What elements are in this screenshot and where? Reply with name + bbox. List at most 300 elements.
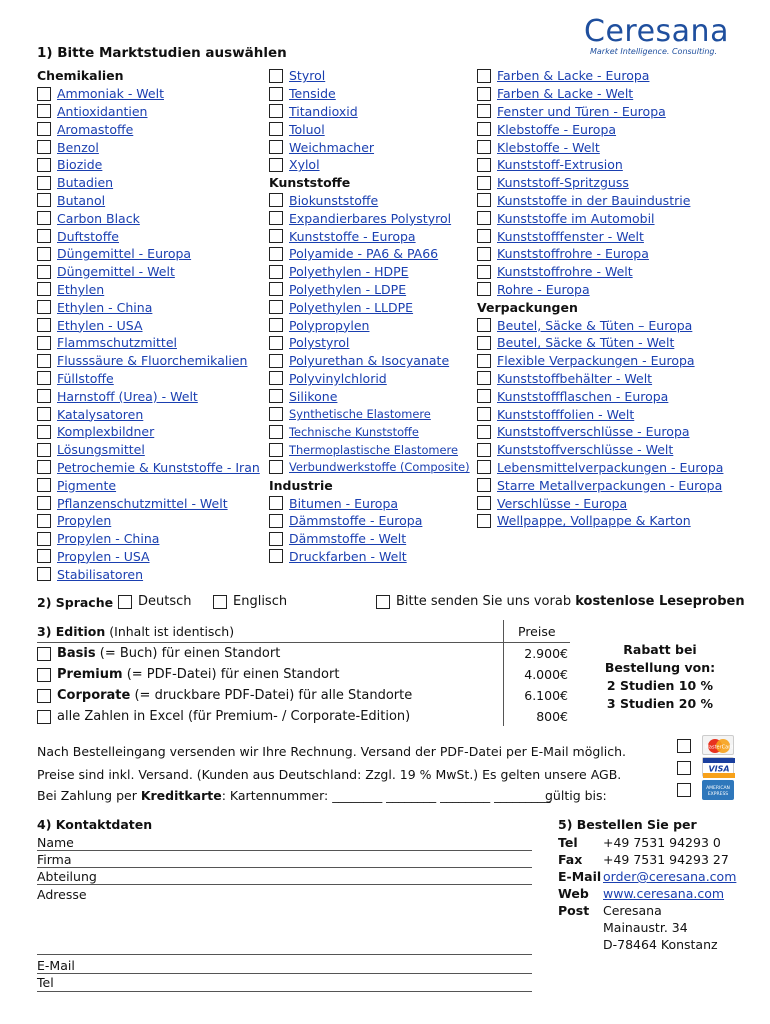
study-checkbox[interactable] [269,282,283,296]
post-label: Post [558,903,590,918]
study-link[interactable]: Kunststoffrohre - Europa [497,246,649,262]
study-checkbox[interactable] [477,176,491,190]
study-link[interactable]: Technische Kunststoffe [289,424,419,439]
study-option[interactable] [37,138,277,156]
abteilung-field[interactable] [37,884,532,885]
study-option[interactable] [477,316,737,334]
post-street: Mainaustr. 34 [603,920,688,935]
study-link[interactable]: Thermoplastische Elastomere [289,442,458,457]
study-option[interactable] [477,494,737,512]
study-link[interactable]: Polyethylen - LDPE [289,281,407,297]
study-option[interactable] [269,316,509,334]
study-link[interactable]: Flammschutzmittel [57,335,177,351]
study-option[interactable] [269,120,509,138]
study-checkbox[interactable] [269,496,283,510]
study-option[interactable] [477,423,737,441]
language-englisch[interactable]: Englisch [213,593,287,611]
study-checkbox[interactable] [37,443,51,457]
study-option[interactable] [269,512,509,530]
edition-label: Basis (= Buch) für einen Standort [57,646,281,661]
study-option[interactable] [477,476,737,494]
study-checkbox[interactable] [37,371,51,385]
study-link[interactable]: Aromastoffe [57,121,134,137]
edition-price: 800€ [536,709,568,724]
study-link[interactable]: Titandioxid [289,103,358,119]
study-link[interactable]: Antioxidantien [57,103,148,119]
study-option[interactable] [269,387,509,405]
study-link[interactable]: Ethylen - USA [57,317,143,333]
tel-value: +49 7531 94293 0 [603,835,721,850]
name-field-label: Name [37,835,74,850]
study-link[interactable]: Dämmstoffe - Europa [289,513,423,529]
edition-checkbox[interactable] [37,710,51,724]
amex-checkbox[interactable] [677,783,691,797]
study-checkbox[interactable] [269,69,283,83]
study-checkbox[interactable] [269,336,283,350]
study-option[interactable] [37,441,277,459]
study-link[interactable]: Toluol [289,121,325,137]
study-link[interactable]: Xylol [289,157,320,173]
study-checkbox[interactable] [269,407,283,421]
svg-text:EXPRESS: EXPRESS [707,792,729,797]
section3-title: 3) Edition (Inhalt ist identisch) [37,624,235,639]
study-checkbox[interactable] [37,104,51,118]
email-field-label: E-Mail [37,958,75,973]
study-link[interactable]: Carbon Black [57,210,140,226]
study-link[interactable]: Butanol [57,192,106,208]
category-heading: Kunststoffe [269,175,351,191]
study-link[interactable]: Beutel, Säcke & Tüten - Welt [497,335,675,351]
study-option[interactable] [37,476,277,494]
englisch-checkbox[interactable] [213,595,227,609]
study-checkbox[interactable] [477,122,491,136]
study-link[interactable]: Kunststoffe im Automobil [497,210,655,226]
mastercard-checkbox[interactable] [677,739,691,753]
study-option[interactable] [269,138,509,156]
edition-checkbox[interactable] [37,647,51,661]
study-checkbox[interactable] [477,69,491,83]
valid-until-label: gültig bis: [545,788,607,803]
study-checkbox[interactable] [37,122,51,136]
firma-field[interactable] [37,867,532,868]
study-link[interactable]: Polyamide - PA6 & PA66 [289,246,439,262]
study-option[interactable] [269,494,509,512]
mastercard-icon [702,735,734,755]
study-link[interactable]: Kunststoffe - Europa [289,228,416,244]
brand-logo: Ceresana [584,14,729,49]
study-option[interactable] [269,263,509,281]
study-checkbox[interactable] [477,318,491,332]
study-option[interactable] [269,192,509,210]
info-line-2: Preise sind inkl. Versand. (Kunden aus Deutschland: Zzgl. 19 % MwSt.) Es gelten unsere AGB. [37,767,622,782]
study-option[interactable] [37,281,277,299]
study-option[interactable] [37,227,277,245]
study-option[interactable] [269,209,509,227]
study-link[interactable]: Füllstoffe [57,370,114,386]
study-checkbox[interactable] [269,300,283,314]
study-option[interactable] [477,120,737,138]
study-link[interactable]: Katalysatoren [57,406,144,422]
study-option[interactable] [477,67,737,85]
study-option[interactable] [37,334,277,352]
study-checkbox[interactable] [477,496,491,510]
info-line-3: Bei Zahlung per Kreditkarte: Kartennummer: ________ ________ ________ _________ [37,788,551,803]
section5-title: 5) Bestellen Sie per [558,817,697,832]
study-checkbox[interactable] [269,389,283,403]
study-option[interactable] [269,459,509,477]
study-checkbox[interactable] [477,443,491,457]
study-option[interactable] [477,192,737,210]
web-link[interactable]: www.ceresana.com [603,886,725,901]
study-option[interactable] [477,85,737,103]
study-checkbox[interactable] [269,87,283,101]
study-checkbox[interactable] [37,265,51,279]
edition-price: 6.100€ [524,688,568,703]
study-option[interactable] [37,494,277,512]
study-checkbox[interactable] [269,549,283,563]
study-link[interactable]: Bitumen - Europa [289,495,399,511]
study-option[interactable] [477,281,737,299]
study-option[interactable] [477,103,737,121]
study-checkbox[interactable] [269,371,283,385]
study-option[interactable] [269,370,509,388]
study-checkbox[interactable] [37,425,51,439]
study-checkbox[interactable] [269,425,283,439]
study-column-1 [37,67,277,583]
study-checkbox[interactable] [269,532,283,546]
study-option[interactable] [477,405,737,423]
study-checkbox[interactable] [477,336,491,350]
study-link[interactable]: Styrol [289,68,326,84]
study-link[interactable]: Düngemittel - Welt [57,264,175,280]
study-checkbox[interactable] [269,318,283,332]
study-link[interactable]: Farben & Lacke - Welt [497,86,634,102]
discount-box: Rabatt bei Bestellung von: 2 Studien 10 % 3 Studien 20 % [604,642,716,711]
fax-value: +49 7531 94293 27 [603,852,729,867]
study-link[interactable]: Verbundwerkstoffe (Composite) [289,460,470,475]
study-link[interactable]: Ethylen - China [57,299,153,315]
study-option[interactable] [477,263,737,281]
study-option[interactable] [37,174,277,192]
study-link[interactable]: Kunststofffolien - Welt [497,406,635,422]
study-option[interactable] [37,120,277,138]
study-link[interactable]: Kunststoffe in der Bauindustrie [497,192,691,208]
study-link[interactable]: Kunststoffflaschen - Europa [497,388,669,404]
study-link[interactable]: Polyethylen - HDPE [289,264,409,280]
email-link[interactable]: order@ceresana.com [603,869,737,884]
study-option[interactable] [269,227,509,245]
study-option[interactable] [477,245,737,263]
study-link[interactable]: Wellpappe, Vollpappe & Karton [497,513,691,529]
study-checkbox[interactable] [269,193,283,207]
study-checkbox[interactable] [37,460,51,474]
study-option[interactable] [477,227,737,245]
study-link[interactable]: Silikone [289,388,338,404]
study-link[interactable]: Propylen - USA [57,548,150,564]
study-option[interactable] [37,245,277,263]
study-link[interactable]: Kunststofffenster - Welt [497,228,644,244]
edition-option[interactable] [37,643,570,664]
deutsch-checkbox[interactable] [118,595,132,609]
study-checkbox[interactable] [37,282,51,296]
study-link[interactable]: Lösungsmittel [57,442,145,458]
study-link[interactable]: Fenster und Türen - Europa [497,103,666,119]
study-link[interactable]: Polypropylen [289,317,370,333]
study-checkbox[interactable] [37,158,51,172]
study-checkbox[interactable] [37,496,51,510]
study-option[interactable] [37,263,277,281]
study-checkbox[interactable] [477,354,491,368]
study-link[interactable]: Polystyrol [289,335,350,351]
study-link[interactable]: Dämmstoffe - Welt [289,531,407,547]
study-option[interactable] [37,512,277,530]
study-checkbox[interactable] [37,514,51,528]
study-link[interactable]: Druckfarben - Welt [289,548,407,564]
study-link[interactable]: Stabilisatoren [57,566,144,582]
study-checkbox[interactable] [477,211,491,225]
study-link[interactable]: Propylen [57,513,112,529]
study-option[interactable] [269,281,509,299]
edition-option[interactable] [37,685,570,706]
study-link[interactable]: Weichmacher [289,139,375,155]
study-checkbox[interactable] [37,478,51,492]
study-checkbox[interactable] [269,265,283,279]
study-link[interactable]: Klebstoffe - Welt [497,139,600,155]
study-link[interactable]: Biokunststoffe [289,192,379,208]
section1-title: 1) Bitte Marktstudien auswählen [37,45,287,61]
abteilung-field-label: Abteilung [37,869,97,884]
amex-icon [702,780,734,800]
study-checkbox[interactable] [37,229,51,243]
study-option[interactable] [477,459,737,477]
study-link[interactable]: Flusssäure & Fluorchemikalien [57,353,248,369]
study-checkbox[interactable] [269,211,283,225]
study-link[interactable]: Ethylen [57,281,105,297]
study-checkbox[interactable] [37,247,51,261]
study-option[interactable] [269,530,509,548]
study-option[interactable] [477,138,737,156]
study-checkbox[interactable] [477,247,491,261]
study-link[interactable]: Ammoniak - Welt [57,86,164,102]
visa-checkbox[interactable] [677,761,691,775]
study-option[interactable] [269,441,509,459]
study-link[interactable]: Pflanzenschutzmittel - Welt [57,495,228,511]
study-checkbox[interactable] [37,567,51,581]
study-checkbox[interactable] [37,354,51,368]
study-checkbox[interactable] [269,229,283,243]
section2-title: 2) Sprache [37,595,114,610]
study-link[interactable]: Pigmente [57,477,117,493]
name-field[interactable] [37,850,532,851]
study-option[interactable] [269,103,509,121]
study-link[interactable]: Rohre - Europa [497,281,590,297]
study-option[interactable] [269,423,509,441]
study-link[interactable]: Duftstoffe [57,228,119,244]
study-checkbox[interactable] [37,318,51,332]
study-link[interactable]: Harnstoff (Urea) - Welt [57,388,198,404]
category-heading: Industrie [269,477,333,493]
study-link[interactable]: Lebensmittelverpackungen - Europa [497,459,724,475]
study-checkbox[interactable] [37,549,51,563]
study-option[interactable] [37,316,277,334]
study-link[interactable]: Beutel, Säcke & Tüten – Europa [497,317,693,333]
edition-checkbox[interactable] [37,668,51,682]
study-checkbox[interactable] [37,407,51,421]
study-checkbox[interactable] [37,211,51,225]
study-option[interactable] [37,565,277,583]
study-checkbox[interactable] [477,460,491,474]
edition-option[interactable] [37,706,570,727]
study-option[interactable] [477,352,737,370]
study-option[interactable] [37,387,277,405]
study-column-3 [477,67,737,530]
edition-label: Corporate (= druckbare PDF-Datei) für alle Standorte [57,688,413,703]
study-checkbox[interactable] [477,478,491,492]
tel-label: Tel [558,835,578,850]
study-option[interactable] [269,298,509,316]
study-checkbox[interactable] [477,265,491,279]
study-checkbox[interactable] [269,158,283,172]
study-link[interactable]: Kunststoffverschlüsse - Europa [497,424,690,440]
study-option[interactable] [269,156,509,174]
study-option[interactable] [269,85,509,103]
study-checkbox[interactable] [37,176,51,190]
study-option[interactable] [477,156,737,174]
study-checkbox[interactable] [37,336,51,350]
study-checkbox[interactable] [477,140,491,154]
study-option[interactable] [37,192,277,210]
study-checkbox[interactable] [477,229,491,243]
study-checkbox[interactable] [37,389,51,403]
study-option[interactable] [477,334,737,352]
study-option[interactable] [477,174,737,192]
svg-text:VISA: VISA [708,764,730,774]
svg-text:MasterCard: MasterCard [704,744,734,751]
study-checkbox[interactable] [37,140,51,154]
adresse-field-label: Adresse [37,887,87,902]
study-link[interactable]: Kunststoffbehälter - Welt [497,370,653,386]
tel-field-label: Tel [37,975,54,990]
study-checkbox[interactable] [477,158,491,172]
study-link[interactable]: Flexible Verpackungen - Europa [497,353,695,369]
study-link[interactable]: Starre Metallverpackungen - Europa [497,477,723,493]
edition-checkbox[interactable] [37,689,51,703]
study-checkbox[interactable] [269,122,283,136]
study-checkbox[interactable] [269,514,283,528]
study-option[interactable] [37,530,277,548]
study-option[interactable] [37,85,277,103]
study-checkbox[interactable] [269,247,283,261]
study-option[interactable] [477,209,737,227]
study-option[interactable] [37,405,277,423]
study-option[interactable] [269,405,509,423]
study-checkbox[interactable] [37,300,51,314]
study-checkbox[interactable] [37,193,51,207]
study-link[interactable]: Biozide [57,157,103,173]
study-option[interactable] [477,387,737,405]
study-checkbox[interactable] [477,282,491,296]
edition-price: 4.000€ [524,667,568,682]
study-link[interactable]: Polyethylen - LLDPE [289,299,414,315]
study-option[interactable] [269,67,509,85]
adresse-field[interactable] [37,954,532,955]
study-link[interactable]: Polyvinylchlorid [289,370,387,386]
study-checkbox[interactable] [477,407,491,421]
study-checkbox[interactable] [477,104,491,118]
free-samples-option[interactable]: Bitte senden Sie uns vorab kostenlose Leseproben [376,593,745,611]
email-field[interactable] [37,973,532,974]
study-checkbox[interactable] [477,389,491,403]
study-link[interactable]: Farben & Lacke - Europa [497,68,650,84]
study-checkbox[interactable] [477,371,491,385]
study-link[interactable]: Kunststoffverschlüsse - Welt [497,442,674,458]
study-link[interactable]: Verschlüsse - Europa [497,495,628,511]
study-option[interactable] [477,370,737,388]
study-link[interactable]: Komplexbildner [57,424,155,440]
study-option[interactable] [37,156,277,174]
study-option[interactable] [269,548,509,566]
study-link[interactable]: Expandierbares Polystyrol [289,210,452,226]
study-link[interactable]: Propylen - China [57,531,160,547]
study-link[interactable]: Petrochemie & Kunststoffe - Iran [57,459,260,475]
tel-field[interactable] [37,991,532,992]
study-checkbox[interactable] [37,532,51,546]
study-checkbox[interactable] [37,87,51,101]
study-link[interactable]: Klebstoffe - Europa [497,121,617,137]
samples-checkbox[interactable] [376,595,390,609]
info-line-1: Nach Bestelleingang versenden wir Ihre Rechnung. Versand der PDF-Datei per E-Mail möglich. [37,744,627,759]
edition-list [37,643,570,727]
study-checkbox[interactable] [269,460,283,474]
study-link[interactable]: Düngemittel - Europa [57,246,192,262]
email-label: E-Mail [558,869,602,884]
study-option[interactable] [269,245,509,263]
study-option[interactable] [37,209,277,227]
study-checkbox[interactable] [477,87,491,101]
study-link[interactable]: Kunststoff-Extrusion [497,157,623,173]
study-option[interactable] [37,548,277,566]
study-checkbox[interactable] [269,104,283,118]
edition-option[interactable] [37,664,570,685]
study-checkbox[interactable] [477,425,491,439]
study-checkbox[interactable] [477,193,491,207]
study-checkbox[interactable] [269,443,283,457]
study-link[interactable]: Kunststoff-Spritzguss [497,175,629,191]
study-link[interactable]: Kunststoffrohre - Welt [497,264,633,280]
study-option[interactable] [269,334,509,352]
study-link[interactable]: Synthetische Elastomere [289,407,431,422]
language-deutsch[interactable]: Deutsch [118,593,192,611]
study-option[interactable] [37,103,277,121]
study-option[interactable] [37,370,277,388]
study-checkbox[interactable] [269,354,283,368]
study-option[interactable] [37,298,277,316]
study-option[interactable] [477,512,737,530]
svg-text:AMERICAN: AMERICAN [706,786,730,791]
study-link[interactable]: Tenside [289,86,336,102]
study-checkbox[interactable] [269,140,283,154]
study-option[interactable] [37,423,277,441]
study-checkbox[interactable] [477,514,491,528]
study-link[interactable]: Butadien [57,175,114,191]
study-option[interactable] [37,352,277,370]
study-option[interactable] [269,352,509,370]
study-link[interactable]: Polyurethan & Isocyanate [289,353,450,369]
post-city: D-78464 Konstanz [603,937,718,952]
study-option[interactable] [477,441,737,459]
study-link[interactable]: Benzol [57,139,99,155]
study-option[interactable] [37,459,277,477]
